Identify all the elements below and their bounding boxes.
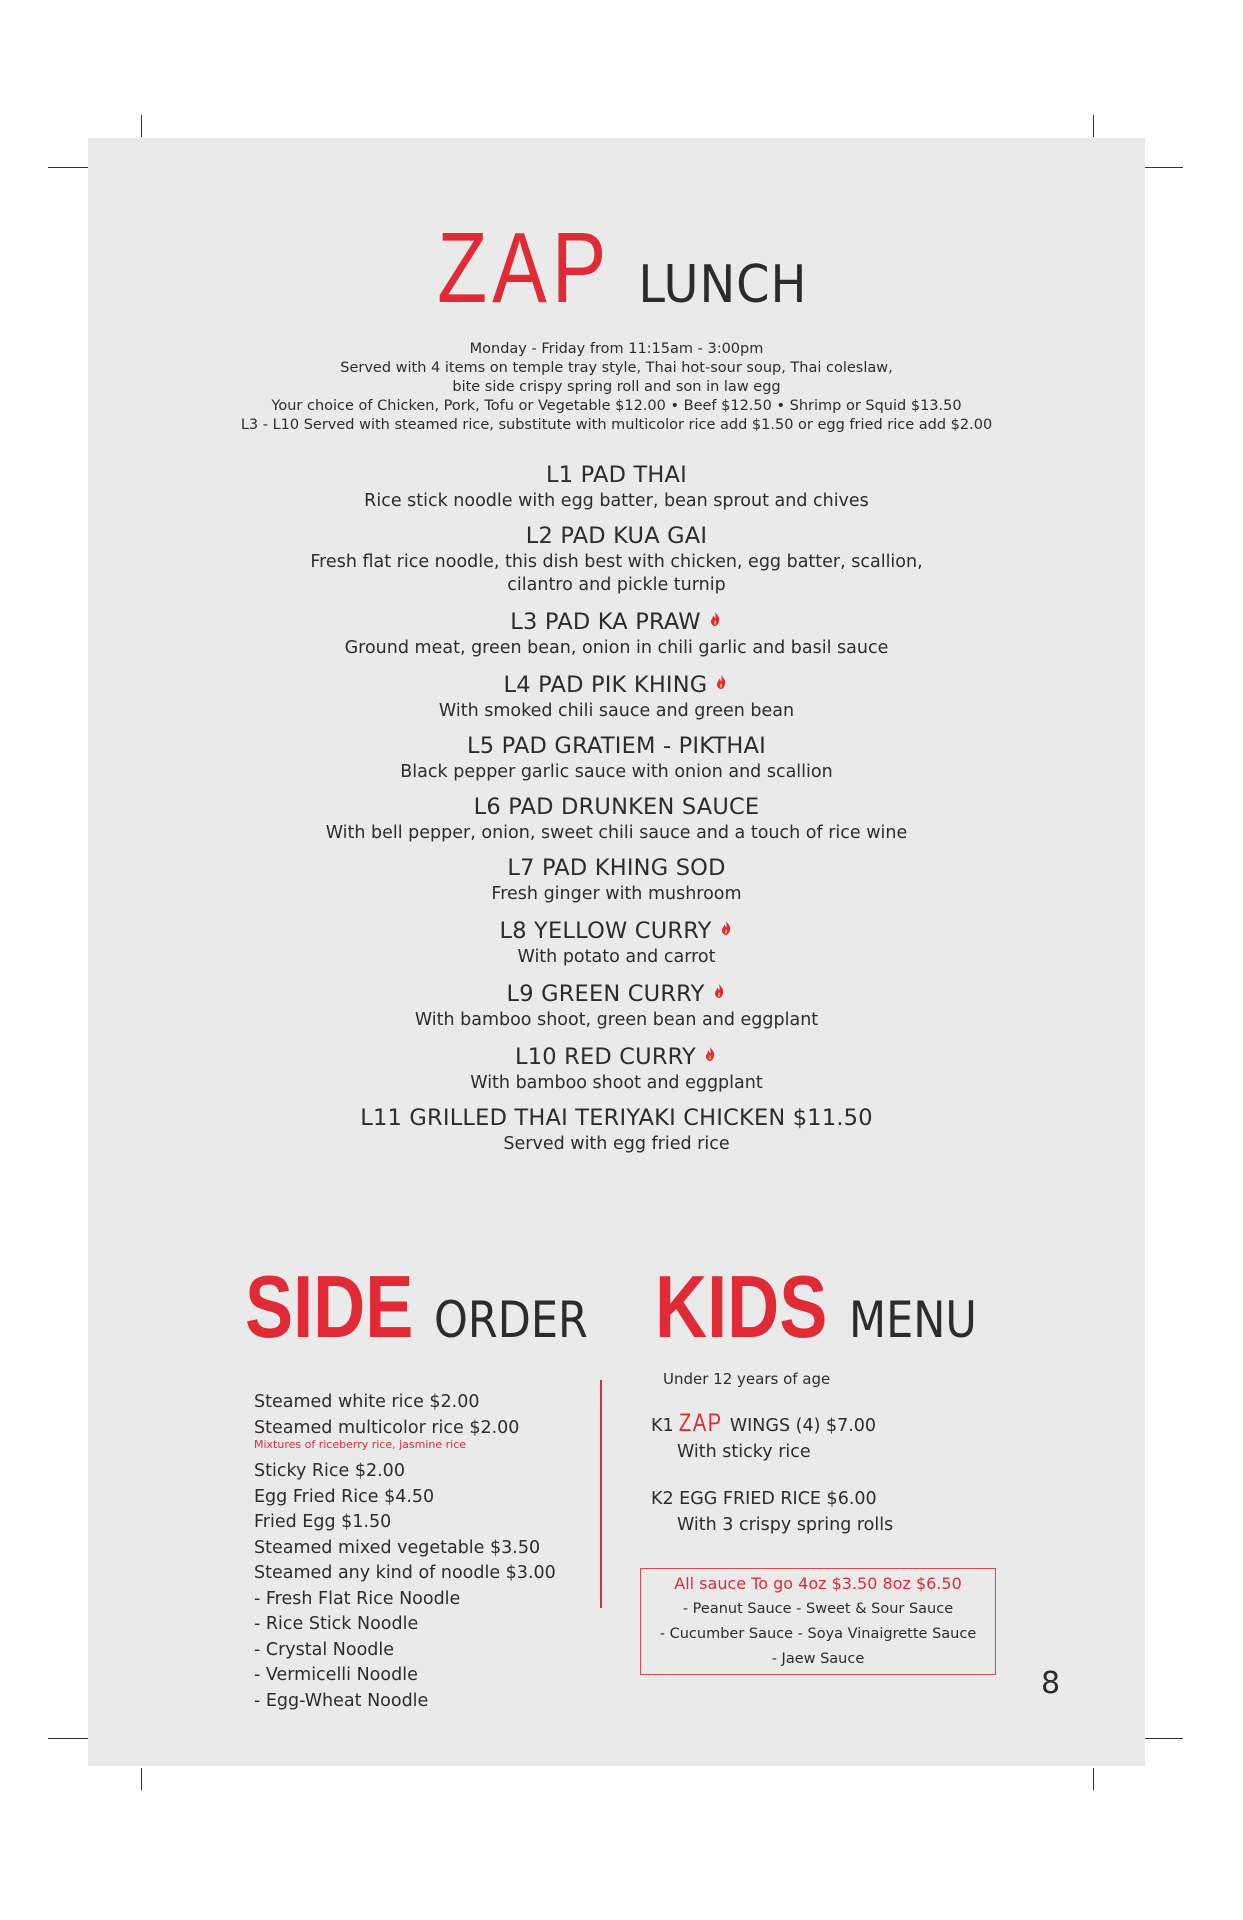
side-order-heading bbox=[245, 1257, 613, 1356]
lunch-item bbox=[88, 668, 1145, 723]
side-order-list bbox=[254, 1390, 556, 1714]
kids-item-k1 bbox=[651, 1410, 876, 1465]
item-name-text: L4 PAD PIK KHING bbox=[503, 672, 708, 698]
lunch-items bbox=[88, 460, 1145, 1164]
item-name bbox=[88, 1103, 1145, 1133]
intro-line: L3 - L10 Served with steamed rice, substitute with multicolor rice add $1.50 or egg fried rice add $2.00 bbox=[240, 417, 993, 433]
chili-flame-icon bbox=[707, 605, 723, 621]
crop-mark bbox=[48, 167, 88, 168]
lunch-item bbox=[88, 977, 1145, 1032]
kids-title-small: MENU bbox=[849, 1291, 978, 1349]
lunch-item bbox=[88, 731, 1145, 784]
multicolor-rice-note: Mixtures of riceberry rice, jasmine rice bbox=[254, 1438, 467, 1451]
list-item: - Crystal Noodle bbox=[254, 1639, 395, 1660]
k1-side: With sticky rice bbox=[677, 1442, 811, 1462]
k2-name: K2 EGG FRIED RICE $6.00 bbox=[651, 1489, 877, 1509]
list-item: Egg Fried Rice $4.50 bbox=[254, 1486, 435, 1507]
item-name bbox=[88, 460, 1145, 490]
lunch-item bbox=[88, 1103, 1145, 1156]
item-description: With smoked chili sauce and green bean bbox=[438, 701, 795, 721]
item-name-text: L1 PAD THAI bbox=[546, 462, 687, 488]
item-description: Served with egg fried rice bbox=[503, 1134, 730, 1154]
side-title-big: SIDE bbox=[245, 1257, 414, 1356]
brand-logo: ZAP bbox=[437, 212, 612, 324]
chili-flame-icon bbox=[718, 914, 734, 930]
chili-flame-icon bbox=[711, 977, 727, 993]
item-name-text: L11 GRILLED THAI TERIYAKI CHICKEN $11.50 bbox=[360, 1105, 873, 1131]
page-number: 8 bbox=[1041, 1666, 1061, 1701]
crop-mark bbox=[1093, 115, 1094, 137]
sauce-line: - Jaew Sauce bbox=[771, 1651, 865, 1667]
k1-code: K1 bbox=[651, 1416, 674, 1436]
column-divider bbox=[600, 1380, 602, 1608]
item-description: With bamboo shoot and eggplant bbox=[470, 1073, 763, 1093]
item-name bbox=[88, 977, 1145, 1009]
crop-mark bbox=[1143, 1738, 1183, 1739]
title-lunch: LUNCH bbox=[638, 255, 808, 315]
list-item: - Rice Stick Noodle bbox=[254, 1614, 419, 1634]
item-name-text: L9 GREEN CURRY bbox=[506, 981, 705, 1007]
item-name bbox=[88, 853, 1145, 883]
sauce-to-go-box bbox=[640, 1568, 996, 1675]
item-name bbox=[88, 1040, 1145, 1072]
kids-age-note: Under 12 years of age bbox=[663, 1370, 831, 1388]
lunch-item bbox=[88, 460, 1145, 513]
item-description: Fresh flat rice noodle, this dish best with chicken, egg batter, scallion, bbox=[310, 552, 923, 572]
intro-line: Your choice of Chicken, Pork, Tofu or Vegetable $12.00 • Beef $12.50 • Shrimp or Squid $13.50 bbox=[271, 398, 962, 414]
list-item: - Egg-Wheat Noodle bbox=[254, 1690, 429, 1711]
kids-menu-heading bbox=[655, 1257, 998, 1356]
list-item: Sticky Rice $2.00 bbox=[254, 1461, 405, 1481]
sauce-line: - Peanut Sauce - Sweet & Sour Sauce bbox=[682, 1601, 954, 1617]
lunch-item bbox=[88, 605, 1145, 660]
brand-logo-small: ZAP bbox=[679, 1409, 723, 1437]
item-name bbox=[88, 605, 1145, 637]
list-item: Steamed mixed vegetable $3.50 bbox=[254, 1537, 541, 1558]
crop-mark bbox=[141, 115, 142, 137]
chili-flame-icon bbox=[702, 1040, 718, 1056]
item-name-text: L10 RED CURRY bbox=[515, 1044, 696, 1070]
intro-line: Monday - Friday from 11:15am - 3:00pm bbox=[469, 341, 764, 357]
lunch-intro bbox=[88, 340, 1145, 435]
chili-flame-icon bbox=[713, 668, 729, 684]
side-title-small: ORDER bbox=[434, 1291, 589, 1349]
kids-item-k2 bbox=[651, 1486, 893, 1538]
crop-mark bbox=[1143, 167, 1183, 168]
page-title bbox=[88, 212, 1145, 324]
item-name-text: L6 PAD DRUNKEN SAUCE bbox=[473, 794, 760, 820]
lunch-item bbox=[88, 521, 1145, 597]
item-description: cilantro and pickle turnip bbox=[507, 575, 726, 595]
list-item: Fried Egg $1.50 bbox=[254, 1512, 392, 1532]
item-description: Rice stick noodle with egg batter, bean sprout and chives bbox=[364, 491, 869, 511]
item-name bbox=[88, 668, 1145, 700]
item-name bbox=[88, 731, 1145, 761]
item-name bbox=[88, 792, 1145, 822]
list-item: - Fresh Flat Rice Noodle bbox=[254, 1588, 461, 1609]
item-description: Fresh ginger with mushroom bbox=[491, 884, 742, 904]
item-name-text: L5 PAD GRATIEM - PIKTHAI bbox=[467, 733, 766, 759]
list-item: Steamed white rice $2.00 bbox=[254, 1392, 480, 1412]
item-name-text: L8 YELLOW CURRY bbox=[499, 918, 712, 944]
item-name bbox=[88, 521, 1145, 551]
menu-page bbox=[88, 138, 1145, 1766]
intro-line: Served with 4 items on temple tray style, Thai hot-sour soup, Thai coleslaw, bbox=[340, 360, 893, 376]
lunch-item bbox=[88, 792, 1145, 845]
item-name-text: L3 PAD KA PRAW bbox=[510, 609, 701, 635]
lunch-item bbox=[88, 853, 1145, 906]
lunch-item bbox=[88, 914, 1145, 969]
crop-mark bbox=[48, 1738, 88, 1739]
item-description: With bamboo shoot, green bean and eggplant bbox=[414, 1010, 819, 1030]
item-name bbox=[88, 914, 1145, 946]
lunch-item bbox=[88, 1040, 1145, 1095]
list-item: Steamed any kind of noodle $3.00 bbox=[254, 1563, 556, 1583]
intro-line: bite side crispy spring roll and son in law egg bbox=[452, 379, 781, 395]
item-description: Ground meat, green bean, onion in chili garlic and basil sauce bbox=[344, 638, 889, 658]
crop-mark bbox=[1093, 1768, 1094, 1790]
item-description: With bell pepper, onion, sweet chili sauce and a touch of rice wine bbox=[325, 823, 908, 843]
crop-mark bbox=[141, 1768, 142, 1790]
k1-name: WINGS (4) $7.00 bbox=[729, 1416, 877, 1436]
kids-title-big: KIDS bbox=[655, 1257, 828, 1356]
k2-side: With 3 crispy spring rolls bbox=[677, 1515, 894, 1535]
item-description: With potato and carrot bbox=[517, 947, 716, 967]
sauce-line: - Cucumber Sauce - Soya Vinaigrette Sauce bbox=[659, 1626, 977, 1642]
item-name-text: L2 PAD KUA GAI bbox=[525, 523, 708, 549]
list-item: - Vermicelli Noodle bbox=[254, 1665, 418, 1685]
list-item: Steamed multicolor rice $2.00 bbox=[254, 1417, 520, 1438]
item-description: Black pepper garlic sauce with onion and scallion bbox=[400, 762, 833, 782]
item-name-text: L7 PAD KHING SOD bbox=[507, 855, 726, 881]
sauce-title: All sauce To go 4oz $3.50 8oz $6.50 bbox=[674, 1574, 962, 1593]
